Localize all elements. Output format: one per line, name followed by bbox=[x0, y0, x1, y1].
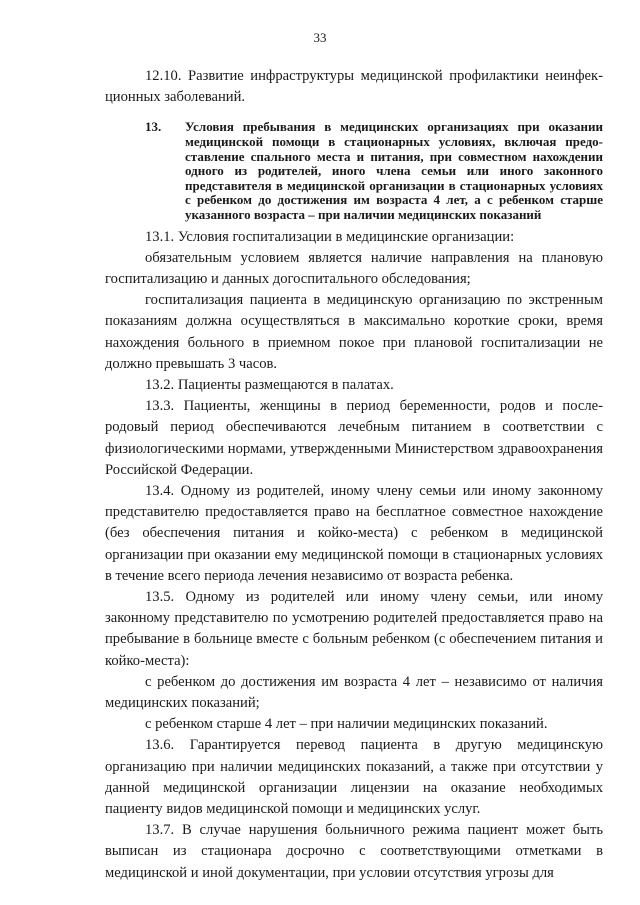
paragraph-13-1-condition-emergency: госпитализация пациента в медицинскую организацию по экстренным показаниям должна осуществляться в максимально короткие сроки, время нахождения больного в приемном покое при плановой госпитализации не должно превышать 3 часов. bbox=[105, 292, 603, 372]
section-number: 13. bbox=[145, 119, 162, 135]
section-heading bbox=[105, 120, 603, 222]
paragraph-13-4: 13.4. Одному из родителей, иному члену семьи или иному законному представителю предоставляется право на бесплатное совместное нахождение (без обеспечения питания и койко-места) с ребенком в медицинской организации при оказании ему медицинской помощи в стационарных условиях в течение всего периода лечения независимо от возраста ребенка. bbox=[105, 483, 603, 584]
paragraph-13-5: 13.5. Одному из родителей или иному члену семьи, или иному законному представителю по усмотрению родителей предоставляется право на пребывание в больнице вместе с больным ребенком (с обеспечением питания и койко-места): bbox=[105, 589, 603, 669]
document-body bbox=[105, 66, 603, 884]
paragraph-13-1-condition-planned: обязательным условием является наличие направления на плановую госпитализацию и данных догоспитального обследования; bbox=[105, 249, 603, 287]
paragraph-13-3: 13.3. Пациенты, женщины в период беременности, родов и послеродовый период обеспечиваются лечебным питанием в соответствии с физиологическими нормами, утвержденными Министерством здравоохранения Российской Федерации. bbox=[105, 398, 603, 478]
paragraph-13-1: 13.1. Условия госпитализации в медицинские организации: bbox=[145, 228, 515, 245]
paragraph-13-2: 13.2. Пациенты размещаются в палатах. bbox=[145, 376, 394, 393]
paragraph-12-10: 12.10. Развитие инфраструктуры медицинской профилактики неинфекционных заболеваний. bbox=[105, 68, 603, 106]
paragraph-13-7: 13.7. В случае нарушения больничного режима пациент может быть выписан из стационара досрочно с соответствующими отметками в медицинской и иной документации, при условии отсутствия угрозы для bbox=[105, 822, 603, 881]
section-title: Условия пребывания в медицинских организациях при оказании медицинской помощи в стационарных условиях, включая предоставление спального места и питания, при совместном нахождении одного из родителей, иного члена семьи или иного законного представителя в медицинской организации в стационарных условиях с ребенком до достижения им возраста 4 лет, а с ребенком старше указанного возраста – при наличии медицинских показаний bbox=[185, 119, 603, 222]
paragraph-13-5-over-4: с ребенком старше 4 лет – при наличии медицинских показаний. bbox=[145, 716, 548, 733]
paragraph-13-6: 13.6. Гарантируется перевод пациента в другую медицинскую организацию при наличии медицинских показаний, а также при отсутствии у данной медицинской организации лицензии на оказание необходимых пациенту видов медицинской помощи и медицинских услуг. bbox=[105, 737, 603, 818]
page-number: 33 bbox=[313, 30, 327, 45]
paragraph-13-5-under-4: с ребенком до достижения им возраста 4 лет – независимо от наличия медицинских показаний; bbox=[105, 673, 603, 712]
